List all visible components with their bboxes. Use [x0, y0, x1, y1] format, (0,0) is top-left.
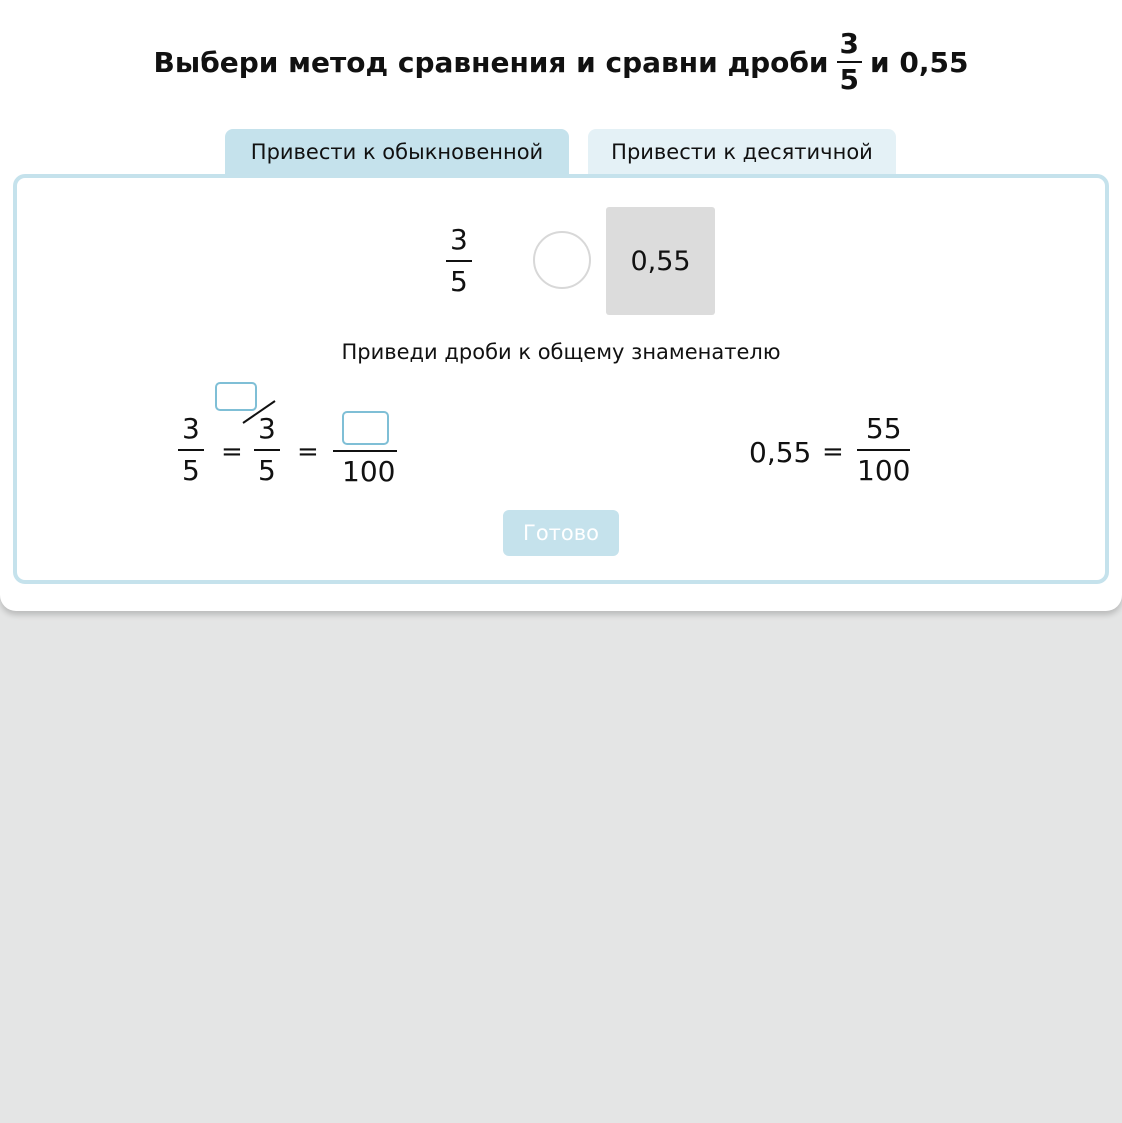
exercise-title: [0, 22, 1122, 102]
compare-left-numerator: 3: [450, 223, 468, 256]
tab-convert-to-decimal-label: Привести к десятичной: [611, 140, 873, 164]
title-prefix: Выбери метод сравнения и сравни дроби: [153, 45, 829, 79]
result-numerator-input[interactable]: [342, 411, 389, 445]
equals-sign: =: [297, 437, 319, 467]
tab-convert-to-common[interactable]: [225, 129, 569, 175]
done-button[interactable]: [503, 510, 619, 556]
title-fraction-denominator: 5: [839, 63, 860, 96]
converted-fraction: [857, 412, 911, 487]
result-denominator: 100: [342, 455, 396, 488]
instruction-text: Приведи дроби к общему знаменателю: [341, 340, 781, 364]
decimal-value: 0,55: [749, 436, 812, 469]
title-fraction-numerator: 3: [837, 30, 862, 63]
equals-sign: =: [221, 437, 243, 467]
title-suffix: и 0,55: [870, 45, 969, 79]
converted-denominator: 100: [857, 454, 911, 487]
compare-left-fraction: [446, 223, 472, 298]
equation-middle-denominator: 5: [258, 454, 276, 487]
equation-middle-fraction: [254, 412, 280, 487]
equation-middle-numerator: 3: [258, 412, 276, 445]
compare-right-value-box: [606, 207, 715, 315]
tab-convert-to-decimal[interactable]: [588, 129, 896, 175]
done-button-label: Готово: [523, 521, 599, 545]
equation-left-fraction: [178, 412, 204, 487]
title-fraction: [837, 27, 862, 96]
compare-left-denominator: 5: [450, 265, 468, 298]
equals-sign: =: [822, 437, 844, 467]
equation-left-numerator: 3: [182, 412, 200, 445]
fraction-bar: [333, 450, 397, 452]
compare-right-value: 0,55: [630, 245, 691, 277]
comparison-sign-slot[interactable]: [533, 231, 591, 289]
tab-convert-to-common-label: Привести к обыкновенной: [250, 140, 544, 164]
converted-numerator: 55: [865, 412, 902, 445]
equation-left-denominator: 5: [182, 454, 200, 487]
